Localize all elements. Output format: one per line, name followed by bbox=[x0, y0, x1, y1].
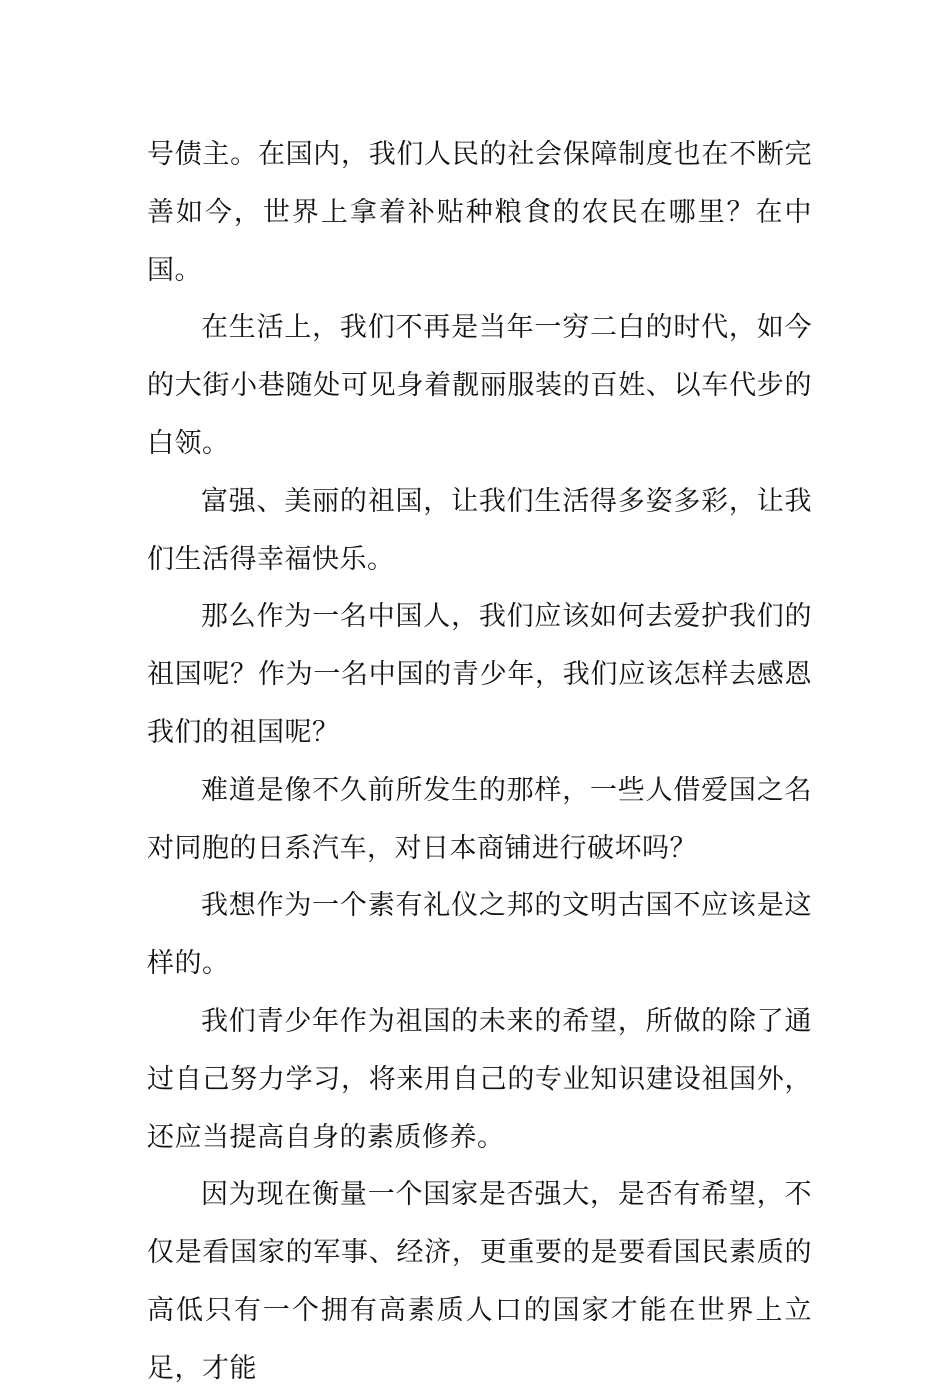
paragraph: 那么作为一名中国人，我们应该如何去爱护我们的祖国呢？作为一名中国的青少年，我们应该怎样去感恩我们的祖国呢？ bbox=[147, 601, 812, 748]
paragraph: 我想作为一个素有礼仪之邦的文明古国不应该是这样的。 bbox=[147, 890, 812, 980]
paragraph: 因为现在衡量一个国家是否强大，是否有希望，不仅是看国家的军事、经济，更重要的是要看国民素质的高低只有一个拥有高素质人口的国家才能在世界上立足，才能 bbox=[147, 1179, 812, 1384]
paragraph-continuation: 号债主。在国内，我们人民的社会保障制度也在不断完善如今，世界上拿着补贴种粮食的农民在哪里？在中国。 bbox=[147, 139, 812, 286]
paragraph: 在生活上，我们不再是当年一穷二白的时代，如今的大街小巷随处可见身着靓丽服装的百姓、以车代步的白领。 bbox=[147, 312, 812, 459]
document-body bbox=[147, 126, 812, 1398]
paragraph: 我们青少年作为祖国的未来的希望，所做的除了通过自己努力学习，将来用自己的专业知识建设祖国外，还应当提高自身的素质修养。 bbox=[147, 1005, 812, 1153]
paragraph: 难道是像不久前所发生的那样，一些人借爱国之名对同胞的日系汽车，对日本商铺进行破坏吗？ bbox=[147, 774, 812, 864]
paragraph: 富强、美丽的祖国，让我们生活得多姿多彩，让我们生活得幸福快乐。 bbox=[147, 485, 812, 575]
